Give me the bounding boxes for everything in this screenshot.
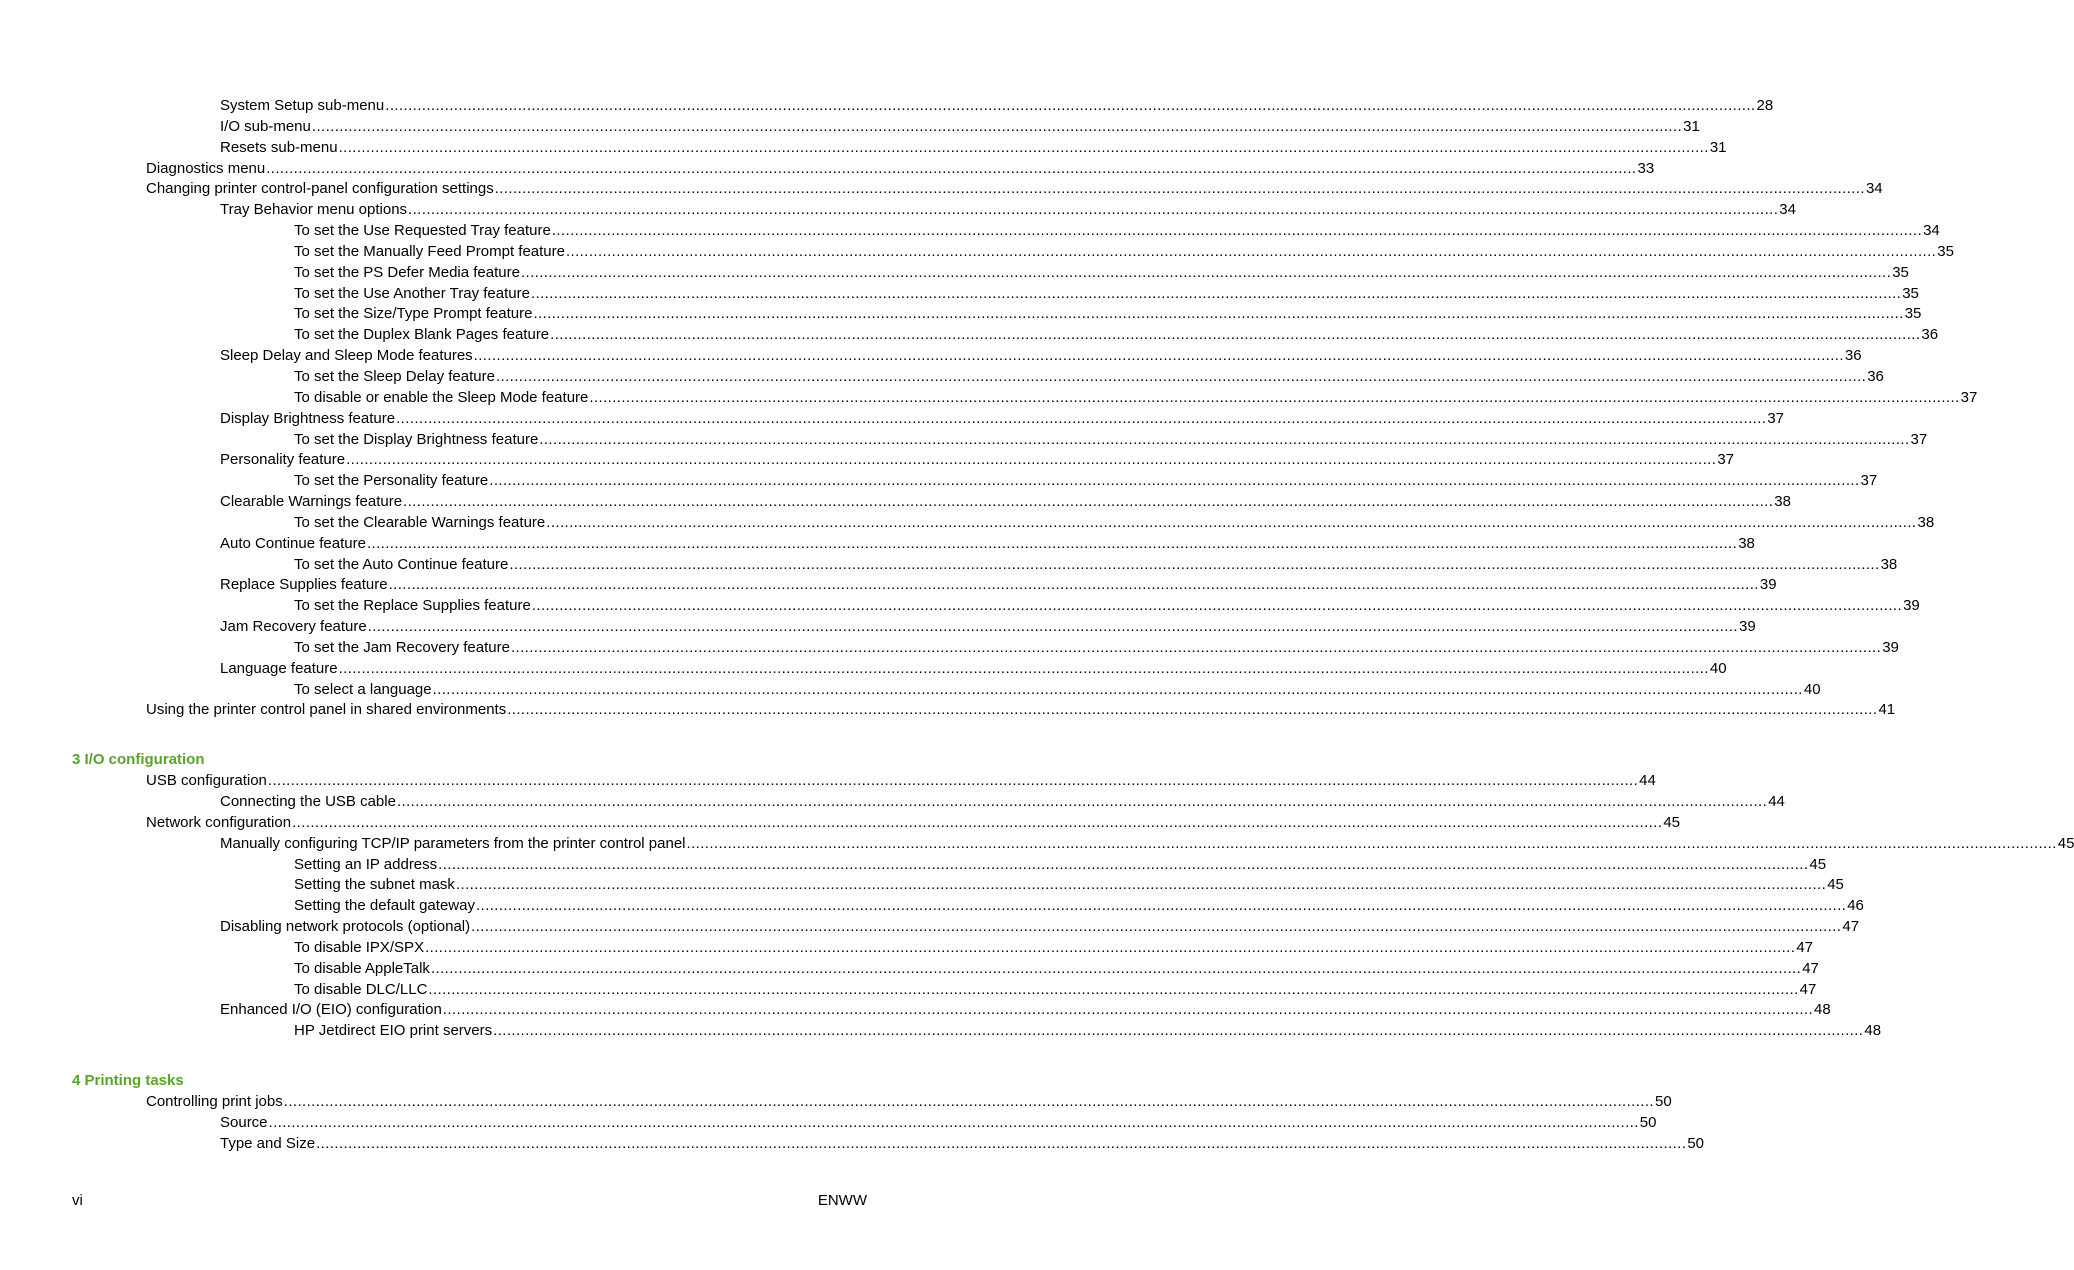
toc-entry-title: Type and Size [220, 1134, 316, 1152]
toc-entry-page: 39 [1882, 638, 1899, 656]
dot-leader: ............................................................................................................................................................................................................................................................................................................ [686, 834, 2057, 852]
toc-entry[interactable] [0, 534, 1755, 555]
dot-leader: ............................................................................................................................................................................................................................................................................................................ [531, 597, 1903, 615]
dot-leader: ............................................................................................................................................................................................................................................................................................................ [403, 493, 1774, 511]
toc-entry-title: To disable or enable the Sleep Mode feature [294, 388, 589, 406]
toc-entry[interactable] [0, 1092, 1672, 1113]
toc-entry-page: 36 [1844, 347, 1862, 365]
toc-entry-page: 40 [1803, 680, 1821, 698]
toc-entry-title: Personality feature [220, 451, 346, 469]
toc-entry-title: System Setup sub-menu [220, 97, 385, 114]
dot-leader: ............................................................................................................................................................................................................................................................................................................ [495, 367, 1867, 385]
toc-entry-page: 44 [1768, 793, 1785, 810]
toc-entry[interactable] [0, 471, 1878, 492]
toc-entry[interactable] [0, 938, 1814, 959]
toc-entry-page: 38 [1738, 534, 1755, 552]
dot-leader: ............................................................................................................................................................................................................................................................................................................ [533, 305, 1904, 323]
toc-entry[interactable] [0, 346, 1862, 367]
toc-entry-title: Using the printer control panel in shared environments [146, 701, 507, 719]
dot-leader: ............................................................................................................................................................................................................................................................................................................ [550, 326, 1921, 344]
toc-entry-page: 28 [1756, 97, 1774, 114]
toc-entry-title: Display Brightness feature [220, 409, 396, 427]
toc-entry-page: 48 [1814, 1001, 1831, 1019]
toc-entry[interactable] [0, 659, 1727, 680]
dot-leader: ............................................................................................................................................................................................................................................................................................................ [396, 793, 1768, 810]
dot-leader: ............................................................................................................................................................................................................................................................................................................ [442, 1001, 1814, 1019]
toc-entry-title: Setting the subnet mask [294, 876, 455, 894]
dot-leader: ............................................................................................................................................................................................................................................................................................................ [432, 680, 1803, 698]
toc-entry-title: To set the Auto Continue feature [294, 555, 509, 573]
toc-entry-title: To set the Use Another Tray feature [294, 284, 530, 302]
toc-entry[interactable] [0, 179, 1883, 200]
toc-entry[interactable] [0, 834, 2074, 855]
toc-entry[interactable] [0, 1113, 1657, 1134]
toc-entry[interactable] [0, 680, 1821, 701]
chapter-4-entries [0, 1092, 1704, 1155]
toc-entry-page: 34 [1865, 180, 1883, 198]
toc-entry-page: 35 [1902, 284, 1919, 302]
toc-entry-page: 31 [1709, 138, 1727, 156]
toc-entry-page: 38 [1880, 555, 1898, 573]
page-footer [72, 1192, 867, 1209]
toc-entry-title: To set the Duplex Blank Pages feature [294, 326, 550, 344]
toc-entry-page: 45 [2057, 834, 2074, 852]
dot-leader: ............................................................................................................................................................................................................................................................................................................ [546, 513, 1917, 531]
dot-leader: ............................................................................................................................................................................................................................................................................................................ [408, 201, 1779, 219]
toc-entry[interactable] [0, 513, 1935, 534]
toc-entry-page: 35 [1937, 242, 1954, 260]
toc-entry-title: To set the Manually Feed Prompt feature [294, 242, 565, 260]
toc-entry[interactable] [0, 138, 1727, 159]
dot-leader: ............................................................................................................................................................................................................................................................................................................ [494, 180, 1865, 198]
toc-entry-title: To set the Replace Supplies feature [294, 597, 531, 615]
toc-entry[interactable] [0, 896, 1864, 917]
dot-leader: ............................................................................................................................................................................................................................................................................................................ [292, 813, 1663, 831]
toc-entry-page: 47 [1842, 918, 1860, 936]
dot-leader: ............................................................................................................................................................................................................................................................................................................ [589, 388, 1960, 406]
section-gap [0, 721, 954, 750]
toc-entry-title: To set the PS Defer Media feature [294, 263, 520, 281]
toc-entry-page: 41 [1878, 701, 1896, 719]
toc-entry-page: 31 [1683, 117, 1700, 135]
toc-entry-title: Replace Supplies feature [220, 576, 388, 594]
toc-entry[interactable] [0, 917, 1860, 938]
toc-entry[interactable] [0, 304, 1922, 325]
toc-entry-page: 39 [1738, 618, 1756, 636]
dot-leader: ............................................................................................................................................................................................................................................................................................................ [509, 555, 1880, 573]
toc-entry-title: Source [220, 1113, 268, 1131]
toc-entry-title: Clearable Warnings feature [220, 493, 403, 511]
toc-entry-title: Disabling network protocols (optional) [220, 918, 471, 936]
toc-entry[interactable] [0, 855, 1827, 876]
toc-entry[interactable] [0, 450, 1735, 471]
toc-entry-title: To disable AppleTalk [294, 959, 430, 977]
toc-entry[interactable] [0, 1000, 1831, 1021]
chapter-heading[interactable]: 3 I/O configuration [72, 751, 205, 769]
toc-entry[interactable] [0, 242, 1954, 263]
toc-entry-title: Manually configuring TCP/IP parameters from the printer control panel [220, 834, 686, 852]
dot-leader: ............................................................................................................................................................................................................................................................................................................ [366, 534, 1738, 552]
dot-leader: ............................................................................................................................................................................................................................................................................................................ [367, 618, 1738, 636]
toc-entry-page: 45 [1809, 855, 1827, 873]
dot-leader: ............................................................................................................................................................................................................................................................................................................ [473, 347, 1844, 365]
toc-entry-page: 34 [1923, 222, 1940, 240]
toc-entry-title: To disable DLC/LLC [294, 980, 428, 998]
dot-leader: ............................................................................................................................................................................................................................................................................................................ [338, 659, 1709, 677]
toc-entry-title: Jam Recovery feature [220, 618, 367, 636]
chapter-heading[interactable]: 4 Printing tasks [72, 1072, 184, 1090]
toc-entry-page: 47 [1799, 980, 1817, 998]
toc-entry-title: HP Jetdirect EIO print servers [294, 1022, 493, 1040]
chapter-3-entries [0, 771, 2074, 1042]
toc-entry-title: Controlling print jobs [146, 1092, 283, 1110]
toc-entry[interactable] [0, 638, 1899, 659]
dot-leader: ............................................................................................................................................................................................................................................................................................................ [388, 576, 1759, 594]
toc-entry-title: Tray Behavior menu options [220, 201, 408, 219]
toc-entry-title: Network configuration [146, 813, 292, 831]
dot-leader: ............................................................................................................................................................................................................................................................................................................ [316, 1134, 1687, 1152]
toc-entry-title: To set the Clearable Warnings feature [294, 513, 546, 531]
dot-leader: ............................................................................................................................................................................................................................................................................................................ [267, 772, 1639, 790]
toc-entry-title: To set the Jam Recovery feature [294, 638, 510, 656]
toc-entry-title: Auto Continue feature [220, 534, 366, 552]
dot-leader: ............................................................................................................................................................................................................................................................................................................ [396, 409, 1767, 427]
toc-entry-page: 47 [1796, 938, 1814, 956]
dot-leader: ............................................................................................................................................................................................................................................................................................................ [520, 263, 1892, 281]
toc-entry-title: To set the Personality feature [294, 472, 489, 490]
toc-entry[interactable] [0, 159, 1655, 180]
toc-entry[interactable] [0, 492, 1791, 513]
dot-leader: ............................................................................................................................................................................................................................................................................................................ [268, 1113, 1639, 1131]
toc-entry[interactable] [0, 200, 1796, 221]
dot-leader: ............................................................................................................................................................................................................................................................................................................ [530, 284, 1902, 302]
toc-entry-page: 37 [1767, 409, 1785, 427]
table-of-contents [0, 96, 2074, 1155]
dot-leader: ............................................................................................................................................................................................................................................................................................................ [510, 638, 1882, 656]
toc-entry-title: Setting an IP address [294, 855, 438, 873]
toc-entry[interactable] [0, 367, 1884, 388]
toc-entry-page: 47 [1802, 959, 1819, 977]
toc-entry[interactable] [0, 596, 1920, 617]
toc-entry-page: 37 [1960, 388, 1978, 406]
toc-entry[interactable] [0, 325, 1939, 346]
toc-entry[interactable] [0, 555, 1898, 576]
dot-leader: ............................................................................................................................................................................................................................................................................................................ [385, 97, 1756, 114]
toc-entry-page: 45 [1663, 813, 1681, 831]
toc-entry-page: 44 [1639, 772, 1656, 790]
toc-entry[interactable] [0, 1134, 1704, 1155]
toc-entry-title: To disable IPX/SPX [294, 938, 425, 956]
dot-leader: ............................................................................................................................................................................................................................................................................................................ [338, 138, 1709, 156]
section-gap [0, 1042, 954, 1071]
toc-entry[interactable] [0, 221, 1940, 242]
dot-leader: ............................................................................................................................................................................................................................................................................................................ [475, 897, 1847, 915]
toc-entry[interactable] [0, 96, 1774, 117]
dot-leader: ............................................................................................................................................................................................................................................................................................................ [311, 117, 1683, 135]
dot-leader: ............................................................................................................................................................................................................................................................................................................ [489, 472, 1860, 490]
toc-entry-page: 33 [1637, 159, 1655, 177]
toc-entry-page: 36 [1867, 367, 1884, 385]
toc-entry-title: To select a language [294, 680, 432, 698]
dot-leader: ............................................................................................................................................................................................................................................................................................................ [283, 1092, 1654, 1110]
dot-leader: ............................................................................................................................................................................................................................................................................................................ [430, 959, 1802, 977]
toc-entry-title: Resets sub-menu [220, 138, 338, 156]
toc-entry[interactable] [0, 875, 1844, 896]
dot-leader: ............................................................................................................................................................................................................................................................................................................ [425, 938, 1796, 956]
dot-leader: ............................................................................................................................................................................................................................................................................................................ [455, 876, 1827, 894]
toc-entry-title: Enhanced I/O (EIO) configuration [220, 1001, 442, 1019]
dot-leader: ............................................................................................................................................................................................................................................................................................................ [539, 430, 1910, 448]
toc-entry[interactable] [0, 771, 1656, 792]
toc-entry-page: 46 [1847, 897, 1864, 915]
dot-leader: ............................................................................................................................................................................................................................................................................................................ [507, 701, 1878, 719]
toc-entry-page: 36 [1921, 326, 1939, 344]
toc-entry[interactable] [0, 1021, 1882, 1042]
toc-entry-page: 38 [1774, 493, 1791, 511]
dot-leader: ............................................................................................................................................................................................................................................................................................................ [346, 451, 1717, 469]
toc-entry-page: 37 [1910, 430, 1928, 448]
toc-entry-page: 34 [1779, 201, 1796, 219]
toc-entry[interactable] [0, 430, 1928, 451]
toc-entry-page: 37 [1717, 451, 1735, 469]
chapter-2-continued-entries [0, 96, 1978, 721]
toc-entry-title: Language feature [220, 659, 338, 677]
toc-entry[interactable] [0, 117, 1700, 138]
toc-entry-page: 40 [1709, 659, 1727, 677]
dot-leader: ............................................................................................................................................................................................................................................................................................................ [438, 855, 1809, 873]
toc-entry-title: Changing printer control-panel configuration settings [146, 180, 494, 198]
toc-entry-title: To set the Display Brightness feature [294, 430, 539, 448]
toc-entry-title: To set the Use Requested Tray feature [294, 222, 551, 240]
toc-entry[interactable] [0, 792, 1785, 813]
toc-entry-page: 39 [1903, 597, 1920, 615]
toc-entry-page: 45 [1827, 876, 1844, 894]
toc-entry-title: Connecting the USB cable [220, 793, 396, 810]
toc-entry-page: 35 [1892, 263, 1909, 281]
toc-entry-page: 50 [1655, 1092, 1672, 1110]
dot-leader: ............................................................................................................................................................................................................................................................................................................ [493, 1022, 1864, 1040]
toc-entry-title: Diagnostics menu [146, 159, 266, 177]
toc-entry[interactable] [0, 617, 1756, 638]
toc-entry-page: 38 [1917, 513, 1935, 531]
toc-entry[interactable] [0, 980, 1817, 1001]
toc-entry[interactable] [0, 263, 1909, 284]
toc-entry[interactable] [0, 959, 1819, 980]
toc-entry-title: To set the Size/Type Prompt feature [294, 305, 533, 323]
toc-entry[interactable] [0, 813, 1681, 834]
toc-entry-page: 39 [1759, 576, 1777, 594]
toc-entry-page: 50 [1639, 1113, 1657, 1131]
toc-entry[interactable] [0, 700, 1896, 721]
toc-entry[interactable] [0, 575, 1777, 596]
toc-entry[interactable] [0, 284, 1919, 305]
toc-entry-title: To set the Sleep Delay feature [294, 367, 495, 385]
dot-leader: ............................................................................................................................................................................................................................................................................................................ [565, 242, 1937, 260]
toc-entry-title: USB configuration [146, 772, 267, 790]
toc-entry-page: 35 [1904, 305, 1922, 323]
toc-entry[interactable] [0, 409, 1785, 430]
toc-entry-page: 37 [1860, 472, 1878, 490]
toc-entry-title: I/O sub-menu [220, 117, 311, 135]
page-number: vi [72, 1192, 83, 1209]
dot-leader: ............................................................................................................................................................................................................................................................................................................ [471, 918, 1842, 936]
dot-leader: ............................................................................................................................................................................................................................................................................................................ [266, 159, 1637, 177]
toc-entry-page: 50 [1687, 1134, 1704, 1152]
toc-entry-page: 48 [1864, 1022, 1882, 1040]
footer-label: ENWW [817, 1192, 867, 1209]
toc-entry-title: Setting the default gateway [294, 897, 475, 915]
dot-leader: ............................................................................................................................................................................................................................................................................................................ [428, 980, 1799, 998]
toc-entry-title: Sleep Delay and Sleep Mode features [220, 347, 473, 365]
dot-leader: ............................................................................................................................................................................................................................................................................................................ [551, 222, 1923, 240]
toc-entry[interactable] [0, 388, 1978, 409]
